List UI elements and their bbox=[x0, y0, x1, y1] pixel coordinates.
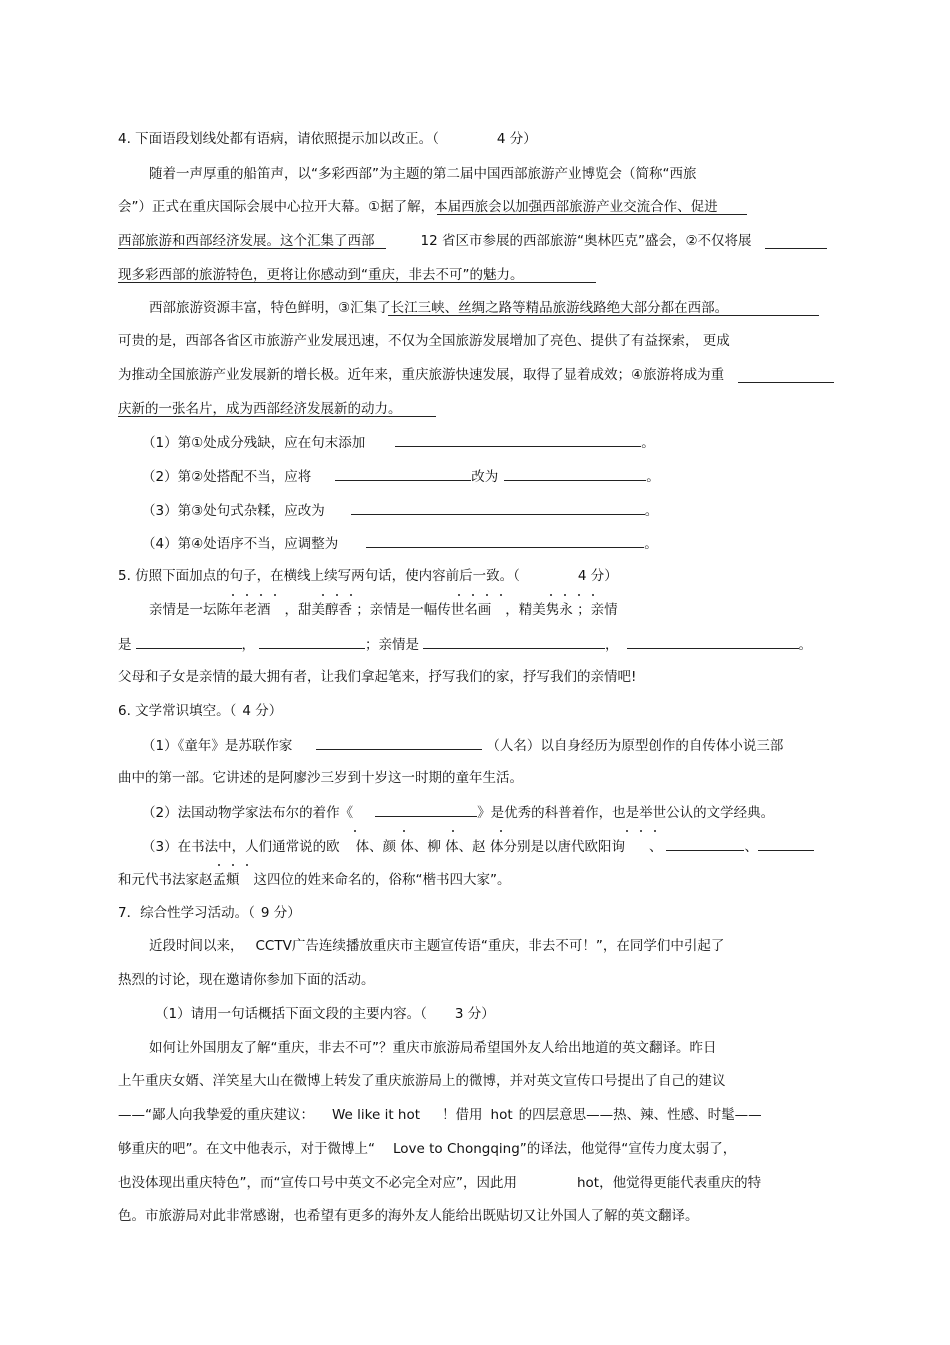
q7-line2: 热烈的讨论，现在邀请你参加下面的活动。 bbox=[118, 972, 375, 988]
q5-period: 。 bbox=[798, 637, 812, 653]
q6-calligrapher-blank-1[interactable] bbox=[666, 836, 744, 851]
q5-blank-2[interactable] bbox=[259, 634, 365, 649]
emphasis-dot bbox=[640, 830, 642, 832]
q4-sub4-text: （4）第④处语序不当，应调整为 bbox=[142, 536, 339, 552]
q6-sub3-cont-a: 和元代书法家赵孟頫 bbox=[118, 872, 240, 888]
emphasis-dot bbox=[354, 830, 356, 832]
q6-title bbox=[118, 701, 282, 721]
q4-p2-line4: 庆新的一张名片，成为西部经济发展新的动力。 bbox=[118, 401, 402, 417]
q4-sub4-answer-blank[interactable] bbox=[366, 533, 644, 548]
emphasis-dot bbox=[246, 594, 248, 596]
q7-para-line5b: hot，他觉得更能代表重庆的特 bbox=[576, 1175, 762, 1191]
emphasis-dot bbox=[403, 830, 405, 832]
q6-sub1 bbox=[142, 735, 783, 756]
q7-sub1-text: （1）请用一句话概括下面文段的主要内容。（ bbox=[155, 1006, 427, 1022]
q4-sub4-period: 。 bbox=[644, 536, 658, 552]
emphasis-dot bbox=[322, 594, 324, 596]
q7-para-line3 bbox=[118, 1105, 762, 1125]
q6-sub1-text: （1）《童年》是苏联作家 bbox=[142, 738, 293, 754]
q4-sub3-period: 。 bbox=[644, 503, 659, 519]
q6-sub3 bbox=[142, 836, 814, 857]
q6-calligrapher-blank-2[interactable] bbox=[758, 836, 814, 851]
q4-sub1-period: 。 bbox=[641, 435, 655, 451]
emphasis-dot bbox=[500, 594, 502, 596]
emphasis-dot bbox=[458, 594, 460, 596]
q4-p2-line3: 为推动全国旅游产业发展新的增长极。近年来，重庆旅游快速发展，取得了显着成效；④旅游将成为重 bbox=[118, 367, 725, 383]
q5-line1b: ，甜美醇香 ；亲情是一幅传世名画 bbox=[284, 602, 492, 618]
q7-para-line3c: ！借用 bbox=[442, 1107, 483, 1123]
q5-blank-4[interactable] bbox=[627, 634, 799, 649]
q4-sub3 bbox=[142, 500, 658, 521]
q7-para-line2: 上午重庆女婿、洋笑星大山在微博上转发了重庆旅游局上的微博，并对英文宣传口号提出了自己的建议 bbox=[118, 1073, 726, 1089]
q6-sub3-sep1: 、 bbox=[648, 839, 663, 855]
q5-line1a: 亲情是一坛陈年老酒 bbox=[149, 602, 271, 618]
emphasis-dot bbox=[246, 864, 248, 866]
q7-hot-word: hot bbox=[490, 1107, 513, 1123]
q6-sub3-mid: 体、颜 体、柳 体、赵 体分别是以唐代欧阳询 bbox=[355, 839, 625, 855]
q4-sub2-from-blank[interactable] bbox=[335, 466, 471, 481]
q4-p1-line4: 现多彩西部的旅游特色，更将让你感动到“重庆，非去不可”的魅力。 bbox=[118, 267, 524, 283]
q6-sub2-rest: 》是优秀的科普着作，也是举世公认的文学经典。 bbox=[477, 805, 775, 821]
q4-sub2-text: （2）第②处搭配不当，应将 bbox=[142, 469, 312, 485]
emphasis-dot bbox=[578, 594, 580, 596]
q6-author-blank[interactable] bbox=[316, 735, 482, 750]
q4-sub1-answer-blank[interactable] bbox=[395, 432, 641, 447]
q5-blank-3[interactable] bbox=[423, 634, 605, 649]
q6-book-blank[interactable] bbox=[375, 802, 477, 817]
q7-para-line5 bbox=[118, 1173, 761, 1193]
q6-title-text: 6. 文学常识填空。（ bbox=[118, 703, 237, 719]
emphasis-dot bbox=[336, 594, 338, 596]
emphasis-dot bbox=[592, 594, 594, 596]
q6-sub3-cont-b: 这四位的姓来命名的，俗称“楷书四大家”。 bbox=[253, 872, 511, 888]
q6-sub2-text: （2）法国动物学家法布尔的着作《 bbox=[142, 805, 354, 821]
q5-score: 4 分） bbox=[577, 568, 618, 584]
q5-blank-1[interactable] bbox=[136, 634, 242, 649]
q7-para-line3a: ——“鄙人向我挚爱的重庆建议： bbox=[118, 1107, 314, 1123]
emphasis-dot bbox=[232, 864, 234, 866]
q7-line1b: CCTV广告连续播放重庆市主题宣传语“重庆，非去不可！”，在同学们中引起了 bbox=[255, 938, 725, 954]
q7-line1a: 近段时间以来， bbox=[149, 938, 244, 954]
emphasis-dot bbox=[218, 864, 220, 866]
q4-p1-line1: 随着一声厚重的船笛声，以“多彩西部”为主题的第二届中国西部旅游产业博览会（简称“西旅 bbox=[149, 166, 697, 182]
q4-title-text: 4. 下面语段划线处都有语病，请依照提示加以改正。（ bbox=[118, 131, 439, 147]
emphasis-dot bbox=[472, 594, 474, 596]
q4-score: 4 分） bbox=[496, 131, 537, 147]
q4-sub4 bbox=[142, 533, 658, 554]
emphasis-dot bbox=[626, 830, 628, 832]
emphasis-dot bbox=[260, 594, 262, 596]
q6-sub1-cont: 曲中的第一部。它讲述的是阿廖沙三岁到十岁这一时期的童年生活。 bbox=[118, 770, 523, 786]
q6-sub2 bbox=[142, 802, 774, 823]
q7-line1 bbox=[149, 936, 724, 956]
emphasis-dot bbox=[274, 594, 276, 596]
q4-sub2-to-label: 改为 bbox=[471, 469, 499, 485]
emphasis-dot bbox=[500, 830, 502, 832]
underline-4a bbox=[738, 382, 834, 383]
q4-p2-line2: 可贵的是，西部各省区市旅游产业发展迅速，不仅为全国旅游发展增加了亮色、提供了有益探索， 更成 bbox=[118, 333, 730, 349]
q7-sub1-score: 3 分） bbox=[454, 1006, 495, 1022]
q7-slogan-en: We like it hot bbox=[332, 1107, 421, 1123]
q6-sub3-text: （3）在书法中，人们通常说的欧 bbox=[142, 839, 340, 855]
q6-sub1-rest: （人名）以自身经历为原型创作的自传体小说三部 bbox=[486, 738, 784, 754]
emphasis-dot bbox=[350, 594, 352, 596]
q5-line2-start: 是 bbox=[118, 637, 132, 653]
q7-score: 9 分） bbox=[260, 905, 301, 921]
q4-sub3-text: （3）第③处句式杂糅，应改为 bbox=[142, 503, 325, 519]
q5-line2-mid: ；亲情是 bbox=[365, 637, 419, 653]
q6-sub3-sep2: 、 bbox=[744, 839, 758, 855]
q4-p1-line3b: 12 省区市参展的西部旅游“奥林匹克”盛会，②不仅将展 bbox=[420, 233, 752, 249]
q5-line2 bbox=[118, 634, 812, 655]
q4-sub2-period: 。 bbox=[646, 469, 660, 485]
q5-title-text: 5. 仿照下面加点的句子，在横线上续写两句话，使内容前后一致。（ bbox=[118, 568, 520, 584]
underline-3 bbox=[388, 315, 819, 316]
emphasis-dot bbox=[452, 830, 454, 832]
q5-comma-2: ， bbox=[605, 637, 619, 653]
emphasis-dot bbox=[550, 594, 552, 596]
q7-love-chongqing: Love to Chongqing bbox=[393, 1141, 520, 1157]
emphasis-dot bbox=[486, 594, 488, 596]
q7-para-line4a: 够重庆的吧”。在文中他表示，对于微博上“ bbox=[118, 1141, 375, 1157]
emphasis-dot bbox=[564, 594, 566, 596]
q5-line1c: ，精美隽永 ；亲情 bbox=[505, 602, 618, 618]
q6-score: 4 分） bbox=[242, 703, 283, 719]
emphasis-dot bbox=[654, 830, 656, 832]
emphasis-dot bbox=[232, 594, 234, 596]
q7-title bbox=[118, 903, 301, 923]
q4-p1-line2: 会”）正式在重庆国际会展中心拉开大幕。①据了解，本届西旅会以加强西部旅游产业交流合作、促进 bbox=[118, 199, 718, 215]
q4-sub1 bbox=[142, 432, 655, 453]
q4-sub2 bbox=[142, 466, 660, 487]
q5-line1 bbox=[149, 600, 618, 620]
q4-sub2-to-blank[interactable] bbox=[504, 466, 646, 481]
q7-sub1 bbox=[155, 1004, 495, 1024]
q7-para-line4c: ”的译法，他觉得“宣传力度太弱了， bbox=[519, 1141, 737, 1157]
q7-para-line3e: 的四层意思——热、辣、性感、时髦—— bbox=[518, 1107, 762, 1123]
q7-para-line6: 色。市旅游局对此非常感谢，也希望有更多的海外友人能给出既贴切又让外国人了解的英文翻译。 bbox=[118, 1208, 699, 1224]
q4-p2-line1: 西部旅游资源丰富，特色鲜明，③汇集了长江三峡、丝绸之路等精品旅游线路绝大部分都在西部。 bbox=[149, 300, 729, 316]
q7-para-line5a: 也没体现出重庆特色”，而“宣传口号中英文不必完全对应”，因此用 bbox=[118, 1175, 517, 1191]
q5-comma-1: ， bbox=[241, 637, 255, 653]
q4-p1-line3a: 西部旅游和西部经济发展。这个汇集了西部 bbox=[118, 233, 375, 249]
underline-2a bbox=[765, 248, 827, 249]
underline-1a bbox=[437, 214, 747, 215]
q4-sub1-text: （1）第①处成分残缺，应在句末添加 bbox=[142, 435, 366, 451]
q5-title bbox=[118, 566, 618, 586]
q5-line3: 父母和子女是亲情的最大拥有者，让我们拿起笔来，抒写我们的家，抒写我们的亲情吧! bbox=[118, 669, 637, 685]
q7-para-line4 bbox=[118, 1139, 736, 1159]
underline-1b bbox=[118, 248, 386, 249]
q4-title bbox=[118, 129, 537, 149]
underline-4b bbox=[118, 416, 436, 417]
q4-sub3-answer-blank[interactable] bbox=[351, 500, 645, 515]
q6-sub3-cont bbox=[118, 870, 511, 890]
underline-2b bbox=[118, 282, 596, 283]
q7-title-text: 7．综合性学习活动。（ bbox=[118, 905, 255, 921]
q7-para-line1: 如何让外国朋友了解“重庆，非去不可”？重庆市旅游局希望国外友人给出地道的英文翻译。昨日 bbox=[149, 1040, 717, 1056]
